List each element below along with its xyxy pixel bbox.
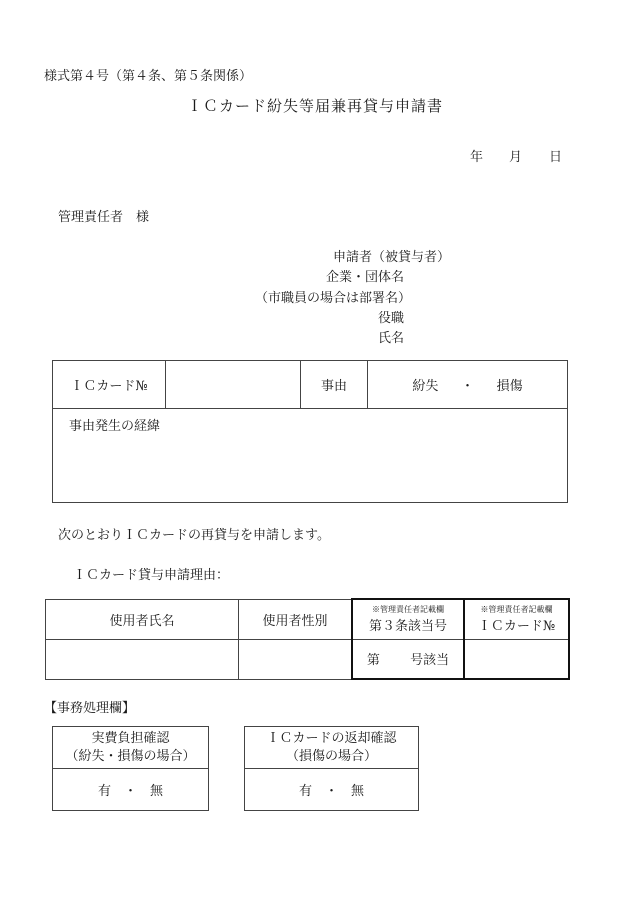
reason-separator: ・ — [460, 379, 474, 394]
article3-suffix: 号該当 — [410, 653, 450, 669]
cost-confirm-value[interactable]: 有 ・ 無 — [53, 769, 209, 811]
office-section-label: 【事務処理欄】 — [44, 701, 136, 716]
cost-confirm-line1: 実費負担確認 — [91, 730, 170, 746]
article3-header: 第３条該当号 — [368, 618, 447, 634]
card-no-header-cell — [464, 599, 569, 639]
return-confirm-header — [245, 727, 419, 769]
article3-field[interactable] — [352, 639, 464, 679]
reason-damaged[interactable]: 損傷 — [496, 379, 523, 394]
addressee: 管理責任者 様 — [58, 210, 150, 225]
reason-options[interactable] — [368, 361, 568, 409]
cost-confirm-box — [52, 726, 209, 811]
name-label: 氏名 — [377, 331, 404, 346]
admin-note: ※管理責任者記載欄 — [372, 604, 444, 614]
article3-header-cell — [352, 599, 464, 639]
date-month-label: 月 — [509, 150, 523, 165]
background-label: 事由発生の経緯 — [69, 419, 161, 434]
document-title: ＩＣカード紛失等届兼再貸与申請書 — [186, 97, 443, 115]
loan-reason-label: ＩＣカード貸与申請理由： — [73, 568, 230, 583]
card-no-field[interactable] — [166, 361, 301, 409]
user-name-field[interactable] — [46, 639, 239, 679]
date-day-label: 日 — [549, 150, 563, 165]
admin-note: ※管理責任者記載欄 — [480, 604, 553, 614]
reason-label: 事由 — [301, 361, 368, 409]
background-cell[interactable] — [53, 409, 568, 503]
cost-confirm-line2: （紛失・損傷の場合） — [65, 748, 196, 764]
company-note: （市職員の場合は部署名） — [254, 291, 411, 306]
card-no-label: ＩＣカード№ — [53, 361, 166, 409]
card-no-field-2[interactable] — [464, 639, 569, 679]
user-name-header: 使用者氏名 — [46, 599, 239, 639]
cost-confirm-header — [53, 727, 209, 769]
date-year-label: 年 — [470, 150, 484, 165]
return-confirm-value[interactable]: 有 ・ 無 — [245, 769, 419, 811]
request-text: 次のとおりＩＣカードの再貸与を申請します。 — [58, 528, 330, 543]
user-table — [45, 598, 570, 680]
user-gender-field[interactable] — [239, 639, 353, 679]
return-confirm-line2: （損傷の場合） — [285, 748, 377, 764]
reason-lost[interactable]: 紛失 — [412, 379, 439, 394]
user-gender-header: 使用者性別 — [239, 599, 353, 639]
form-number: 様式第４号（第４条、第５条関係） — [44, 69, 253, 84]
loss-report-table — [52, 360, 568, 503]
return-confirm-line1: ＩＣカードの返却確認 — [266, 730, 397, 746]
article3-prefix: 第 — [366, 653, 380, 669]
company-label: 企業・団体名 — [325, 270, 404, 285]
return-confirm-box — [244, 726, 419, 811]
applicant-label: 申請者（被貸与者） — [332, 250, 450, 265]
position-label: 役職 — [377, 311, 404, 326]
card-no-header: ＩＣカード№ — [477, 618, 556, 634]
